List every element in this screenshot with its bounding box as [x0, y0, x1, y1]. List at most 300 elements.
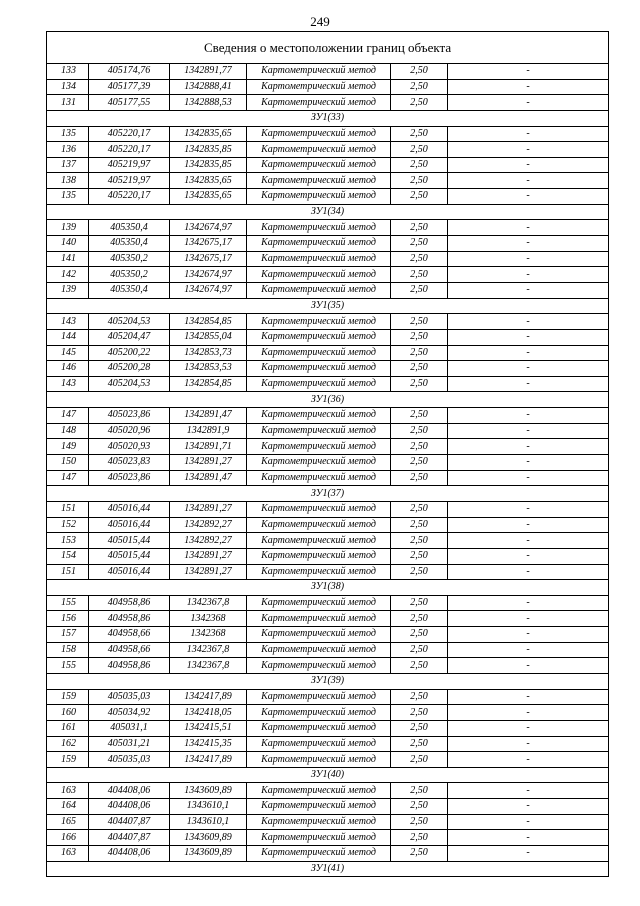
table-row: [47, 439, 609, 455]
coord-y-cell: 1342417,89: [170, 689, 247, 705]
coord-y-cell: 1342367,8: [170, 595, 247, 611]
coord-y-cell: 1342892,27: [170, 533, 247, 549]
section-header-row: [47, 673, 609, 689]
coord-y-cell: 1342367,8: [170, 642, 247, 658]
description-cell: -: [448, 783, 609, 799]
method-cell: Картометрический метод: [247, 79, 391, 95]
table-row: [47, 64, 609, 80]
point-number-cell: 162: [47, 736, 89, 752]
accuracy-cell: 2,50: [391, 282, 448, 298]
accuracy-cell: 2,50: [391, 689, 448, 705]
coord-y-cell: 1342891,27: [170, 501, 247, 517]
table-row: [47, 611, 609, 627]
section-label: ЗУ1(39): [47, 673, 609, 689]
coord-x-cell: 405015,44: [89, 548, 170, 564]
coord-y-cell: 1342891,47: [170, 408, 247, 424]
description-cell: -: [448, 329, 609, 345]
point-number-cell: 135: [47, 126, 89, 142]
accuracy-cell: 2,50: [391, 376, 448, 392]
section-label: ЗУ1(33): [47, 110, 609, 126]
point-number-cell: 163: [47, 846, 89, 862]
method-cell: Картометрический метод: [247, 517, 391, 533]
description-cell: -: [448, 142, 609, 158]
table-row: [47, 423, 609, 439]
point-number-cell: 159: [47, 689, 89, 705]
accuracy-cell: 2,50: [391, 564, 448, 580]
accuracy-cell: 2,50: [391, 126, 448, 142]
method-cell: Картометрический метод: [247, 376, 391, 392]
accuracy-cell: 2,50: [391, 705, 448, 721]
point-number-cell: 154: [47, 548, 89, 564]
method-cell: Картометрический метод: [247, 64, 391, 80]
accuracy-cell: 2,50: [391, 220, 448, 236]
coord-y-cell: 1342835,65: [170, 126, 247, 142]
section-header-row: [47, 767, 609, 783]
point-number-cell: 141: [47, 251, 89, 267]
description-cell: -: [448, 752, 609, 768]
coord-x-cell: 404958,66: [89, 627, 170, 643]
description-cell: -: [448, 736, 609, 752]
coord-x-cell: 405034,92: [89, 705, 170, 721]
point-number-cell: 131: [47, 95, 89, 111]
coord-y-cell: 1342891,27: [170, 455, 247, 471]
coord-x-cell: 405219,97: [89, 173, 170, 189]
description-cell: -: [448, 517, 609, 533]
accuracy-cell: 2,50: [391, 455, 448, 471]
description-cell: -: [448, 376, 609, 392]
point-number-cell: 137: [47, 157, 89, 173]
coord-y-cell: 1342891,47: [170, 470, 247, 486]
method-cell: Картометрический метод: [247, 361, 391, 377]
description-cell: -: [448, 423, 609, 439]
accuracy-cell: 2,50: [391, 423, 448, 439]
table-row: [47, 173, 609, 189]
method-cell: Картометрический метод: [247, 501, 391, 517]
table-row: [47, 376, 609, 392]
method-cell: Картометрический метод: [247, 439, 391, 455]
table-row: [47, 658, 609, 674]
coord-y-cell: 1342891,27: [170, 548, 247, 564]
method-cell: Картометрический метод: [247, 533, 391, 549]
method-cell: Картометрический метод: [247, 267, 391, 283]
coord-y-cell: 1342835,85: [170, 142, 247, 158]
table-row: [47, 720, 609, 736]
section-header-row: [47, 861, 609, 877]
table-row: [47, 329, 609, 345]
point-number-cell: 160: [47, 705, 89, 721]
point-number-cell: 151: [47, 501, 89, 517]
accuracy-cell: 2,50: [391, 720, 448, 736]
coord-x-cell: 405177,55: [89, 95, 170, 111]
description-cell: -: [448, 157, 609, 173]
accuracy-cell: 2,50: [391, 517, 448, 533]
description-cell: -: [448, 64, 609, 80]
point-number-cell: 145: [47, 345, 89, 361]
accuracy-cell: 2,50: [391, 627, 448, 643]
coord-x-cell: 405023,86: [89, 470, 170, 486]
table-row: [47, 126, 609, 142]
point-number-cell: 163: [47, 783, 89, 799]
section-label: ЗУ1(34): [47, 204, 609, 220]
coord-y-cell: 1343610,1: [170, 799, 247, 815]
table-row: [47, 455, 609, 471]
point-number-cell: 166: [47, 830, 89, 846]
coord-x-cell: 405016,44: [89, 517, 170, 533]
method-cell: Картометрический метод: [247, 142, 391, 158]
point-number-cell: 139: [47, 220, 89, 236]
method-cell: Картометрический метод: [247, 189, 391, 205]
coord-x-cell: 405200,28: [89, 361, 170, 377]
coord-y-cell: 1342835,85: [170, 157, 247, 173]
table-row: [47, 517, 609, 533]
description-cell: -: [448, 345, 609, 361]
coord-y-cell: 1342368: [170, 627, 247, 643]
coord-x-cell: 405016,44: [89, 501, 170, 517]
table-row: [47, 251, 609, 267]
method-cell: Картометрический метод: [247, 173, 391, 189]
accuracy-cell: 2,50: [391, 64, 448, 80]
method-cell: Картометрический метод: [247, 611, 391, 627]
accuracy-cell: 2,50: [391, 595, 448, 611]
method-cell: Картометрический метод: [247, 846, 391, 862]
section-header-row: [47, 204, 609, 220]
description-cell: -: [448, 658, 609, 674]
accuracy-cell: 2,50: [391, 173, 448, 189]
method-cell: Картометрический метод: [247, 455, 391, 471]
coord-y-cell: 1342891,77: [170, 64, 247, 80]
description-cell: -: [448, 611, 609, 627]
method-cell: Картометрический метод: [247, 345, 391, 361]
accuracy-cell: 2,50: [391, 642, 448, 658]
table-row: [47, 783, 609, 799]
coord-y-cell: 1342854,85: [170, 314, 247, 330]
coord-y-cell: 1342855,04: [170, 329, 247, 345]
section-label: ЗУ1(37): [47, 486, 609, 502]
table-row: [47, 705, 609, 721]
table-row: [47, 314, 609, 330]
coord-x-cell: 405035,03: [89, 689, 170, 705]
table-row: [47, 189, 609, 205]
section-label: ЗУ1(35): [47, 298, 609, 314]
table-row: [47, 408, 609, 424]
coord-x-cell: 404408,06: [89, 846, 170, 862]
coord-y-cell: 1343609,89: [170, 830, 247, 846]
accuracy-cell: 2,50: [391, 799, 448, 815]
point-number-cell: 156: [47, 611, 89, 627]
description-cell: -: [448, 689, 609, 705]
coord-x-cell: 404958,86: [89, 595, 170, 611]
coord-y-cell: 1342675,17: [170, 251, 247, 267]
coord-x-cell: 405204,53: [89, 376, 170, 392]
method-cell: Картометрический метод: [247, 282, 391, 298]
method-cell: Картометрический метод: [247, 799, 391, 815]
point-number-cell: 142: [47, 267, 89, 283]
point-number-cell: 159: [47, 752, 89, 768]
accuracy-cell: 2,50: [391, 157, 448, 173]
coord-x-cell: 405016,44: [89, 564, 170, 580]
table-row: [47, 470, 609, 486]
table-row: [47, 157, 609, 173]
coord-x-cell: 405177,39: [89, 79, 170, 95]
table-row: [47, 799, 609, 815]
point-number-cell: 161: [47, 720, 89, 736]
point-number-cell: 150: [47, 455, 89, 471]
table-row: [47, 830, 609, 846]
table-row: [47, 548, 609, 564]
point-number-cell: 147: [47, 470, 89, 486]
description-cell: -: [448, 95, 609, 111]
coord-x-cell: 404407,87: [89, 814, 170, 830]
description-cell: -: [448, 720, 609, 736]
table-row: [47, 814, 609, 830]
method-cell: Картометрический метод: [247, 689, 391, 705]
accuracy-cell: 2,50: [391, 658, 448, 674]
description-cell: -: [448, 627, 609, 643]
coord-y-cell: 1342415,35: [170, 736, 247, 752]
coord-x-cell: 405350,2: [89, 267, 170, 283]
coord-x-cell: 405023,86: [89, 408, 170, 424]
point-number-cell: 136: [47, 142, 89, 158]
coord-x-cell: 405200,22: [89, 345, 170, 361]
table-row: [47, 752, 609, 768]
coord-y-cell: 1342892,27: [170, 517, 247, 533]
table-row: [47, 79, 609, 95]
description-cell: -: [448, 189, 609, 205]
accuracy-cell: 2,50: [391, 439, 448, 455]
accuracy-cell: 2,50: [391, 736, 448, 752]
table-row: [47, 501, 609, 517]
coord-y-cell: 1343610,1: [170, 814, 247, 830]
accuracy-cell: 2,50: [391, 408, 448, 424]
description-cell: -: [448, 282, 609, 298]
coord-y-cell: 1342888,53: [170, 95, 247, 111]
method-cell: Картометрический метод: [247, 752, 391, 768]
coord-y-cell: 1342674,97: [170, 220, 247, 236]
coord-x-cell: 404958,86: [89, 658, 170, 674]
description-cell: -: [448, 705, 609, 721]
method-cell: Картометрический метод: [247, 814, 391, 830]
coord-x-cell: 405350,4: [89, 220, 170, 236]
coord-x-cell: 405023,83: [89, 455, 170, 471]
description-cell: -: [448, 361, 609, 377]
coord-x-cell: 405035,03: [89, 752, 170, 768]
table-row: [47, 345, 609, 361]
description-cell: -: [448, 595, 609, 611]
section-label: ЗУ1(36): [47, 392, 609, 408]
coord-y-cell: 1342854,85: [170, 376, 247, 392]
table-row: [47, 642, 609, 658]
description-cell: -: [448, 79, 609, 95]
point-number-cell: 155: [47, 658, 89, 674]
coord-y-cell: 1342853,73: [170, 345, 247, 361]
table-row: [47, 736, 609, 752]
point-number-cell: 135: [47, 189, 89, 205]
description-cell: -: [448, 126, 609, 142]
description-cell: -: [448, 455, 609, 471]
coord-y-cell: 1342367,8: [170, 658, 247, 674]
description-cell: -: [448, 830, 609, 846]
table-row: [47, 95, 609, 111]
table-title-row: [47, 32, 609, 64]
description-cell: -: [448, 564, 609, 580]
accuracy-cell: 2,50: [391, 79, 448, 95]
table-row: [47, 267, 609, 283]
accuracy-cell: 2,50: [391, 846, 448, 862]
coord-x-cell: 404958,86: [89, 611, 170, 627]
table-title: Сведения о местоположении границ объекта: [47, 32, 609, 64]
table-row: [47, 689, 609, 705]
coord-x-cell: 405031,1: [89, 720, 170, 736]
method-cell: Картометрический метод: [247, 548, 391, 564]
method-cell: Картометрический метод: [247, 720, 391, 736]
method-cell: Картометрический метод: [247, 329, 391, 345]
point-number-cell: 152: [47, 517, 89, 533]
coord-x-cell: 404958,66: [89, 642, 170, 658]
table-row: [47, 220, 609, 236]
coord-y-cell: 1343609,89: [170, 783, 247, 799]
description-cell: -: [448, 439, 609, 455]
method-cell: Картометрический метод: [247, 658, 391, 674]
coord-x-cell: 405350,4: [89, 282, 170, 298]
method-cell: Картометрический метод: [247, 830, 391, 846]
section-header-row: [47, 392, 609, 408]
coord-x-cell: 405219,97: [89, 157, 170, 173]
accuracy-cell: 2,50: [391, 783, 448, 799]
point-number-cell: 157: [47, 627, 89, 643]
coord-y-cell: 1342368: [170, 611, 247, 627]
coord-y-cell: 1342835,65: [170, 189, 247, 205]
point-number-cell: 147: [47, 408, 89, 424]
coord-x-cell: 405350,4: [89, 236, 170, 252]
accuracy-cell: 2,50: [391, 814, 448, 830]
accuracy-cell: 2,50: [391, 236, 448, 252]
point-number-cell: 139: [47, 282, 89, 298]
section-label: ЗУ1(38): [47, 580, 609, 596]
coord-x-cell: 405204,53: [89, 314, 170, 330]
method-cell: Картометрический метод: [247, 423, 391, 439]
accuracy-cell: 2,50: [391, 329, 448, 345]
coord-x-cell: 405204,47: [89, 329, 170, 345]
method-cell: Картометрический метод: [247, 470, 391, 486]
coord-y-cell: 1342888,41: [170, 79, 247, 95]
accuracy-cell: 2,50: [391, 267, 448, 283]
accuracy-cell: 2,50: [391, 548, 448, 564]
point-number-cell: 146: [47, 361, 89, 377]
coord-x-cell: 405020,96: [89, 423, 170, 439]
accuracy-cell: 2,50: [391, 314, 448, 330]
method-cell: Картометрический метод: [247, 564, 391, 580]
coord-x-cell: 405031,21: [89, 736, 170, 752]
description-cell: -: [448, 251, 609, 267]
coord-x-cell: 405220,17: [89, 126, 170, 142]
coord-y-cell: 1342853,53: [170, 361, 247, 377]
description-cell: -: [448, 533, 609, 549]
coord-x-cell: 405015,44: [89, 533, 170, 549]
table-row: [47, 595, 609, 611]
point-number-cell: 143: [47, 376, 89, 392]
coord-x-cell: 405220,17: [89, 189, 170, 205]
coord-y-cell: 1342417,89: [170, 752, 247, 768]
coord-x-cell: 404408,06: [89, 799, 170, 815]
method-cell: Картометрический метод: [247, 251, 391, 267]
point-number-cell: 149: [47, 439, 89, 455]
description-cell: -: [448, 267, 609, 283]
section-header-row: [47, 580, 609, 596]
method-cell: Картометрический метод: [247, 783, 391, 799]
accuracy-cell: 2,50: [391, 251, 448, 267]
point-number-cell: 165: [47, 814, 89, 830]
section-header-row: [47, 298, 609, 314]
method-cell: Картометрический метод: [247, 705, 391, 721]
description-cell: -: [448, 470, 609, 486]
section-header-row: [47, 486, 609, 502]
description-cell: -: [448, 173, 609, 189]
description-cell: -: [448, 408, 609, 424]
section-label: ЗУ1(41): [47, 861, 609, 877]
section-header-row: [47, 110, 609, 126]
point-number-cell: 155: [47, 595, 89, 611]
accuracy-cell: 2,50: [391, 611, 448, 627]
table-row: [47, 236, 609, 252]
point-number-cell: 153: [47, 533, 89, 549]
table-row: [47, 846, 609, 862]
description-cell: -: [448, 799, 609, 815]
section-label: ЗУ1(40): [47, 767, 609, 783]
method-cell: Картометрический метод: [247, 627, 391, 643]
method-cell: Картометрический метод: [247, 236, 391, 252]
coord-x-cell: 404407,87: [89, 830, 170, 846]
accuracy-cell: 2,50: [391, 345, 448, 361]
coord-y-cell: 1342418,05: [170, 705, 247, 721]
method-cell: Картометрический метод: [247, 736, 391, 752]
coord-x-cell: 405220,17: [89, 142, 170, 158]
accuracy-cell: 2,50: [391, 189, 448, 205]
point-number-cell: 151: [47, 564, 89, 580]
accuracy-cell: 2,50: [391, 533, 448, 549]
coord-y-cell: 1342674,97: [170, 282, 247, 298]
method-cell: Картометрический метод: [247, 642, 391, 658]
coord-x-cell: 405174,76: [89, 64, 170, 80]
description-cell: -: [448, 220, 609, 236]
coord-y-cell: 1343609,89: [170, 846, 247, 862]
table-row: [47, 361, 609, 377]
description-cell: -: [448, 642, 609, 658]
table-row: [47, 282, 609, 298]
accuracy-cell: 2,50: [391, 361, 448, 377]
accuracy-cell: 2,50: [391, 830, 448, 846]
coord-y-cell: 1342674,97: [170, 267, 247, 283]
description-cell: -: [448, 314, 609, 330]
accuracy-cell: 2,50: [391, 752, 448, 768]
description-cell: -: [448, 236, 609, 252]
point-number-cell: 134: [47, 79, 89, 95]
description-cell: -: [448, 846, 609, 862]
point-number-cell: 148: [47, 423, 89, 439]
coord-y-cell: 1342891,27: [170, 564, 247, 580]
method-cell: Картометрический метод: [247, 157, 391, 173]
point-number-cell: 158: [47, 642, 89, 658]
coord-y-cell: 1342891,71: [170, 439, 247, 455]
coord-y-cell: 1342835,65: [170, 173, 247, 189]
coord-x-cell: 405350,2: [89, 251, 170, 267]
coord-y-cell: 1342415,51: [170, 720, 247, 736]
point-number-cell: 138: [47, 173, 89, 189]
method-cell: Картометрический метод: [247, 314, 391, 330]
method-cell: Картометрический метод: [247, 126, 391, 142]
coord-y-cell: 1342891,9: [170, 423, 247, 439]
accuracy-cell: 2,50: [391, 470, 448, 486]
description-cell: -: [448, 501, 609, 517]
